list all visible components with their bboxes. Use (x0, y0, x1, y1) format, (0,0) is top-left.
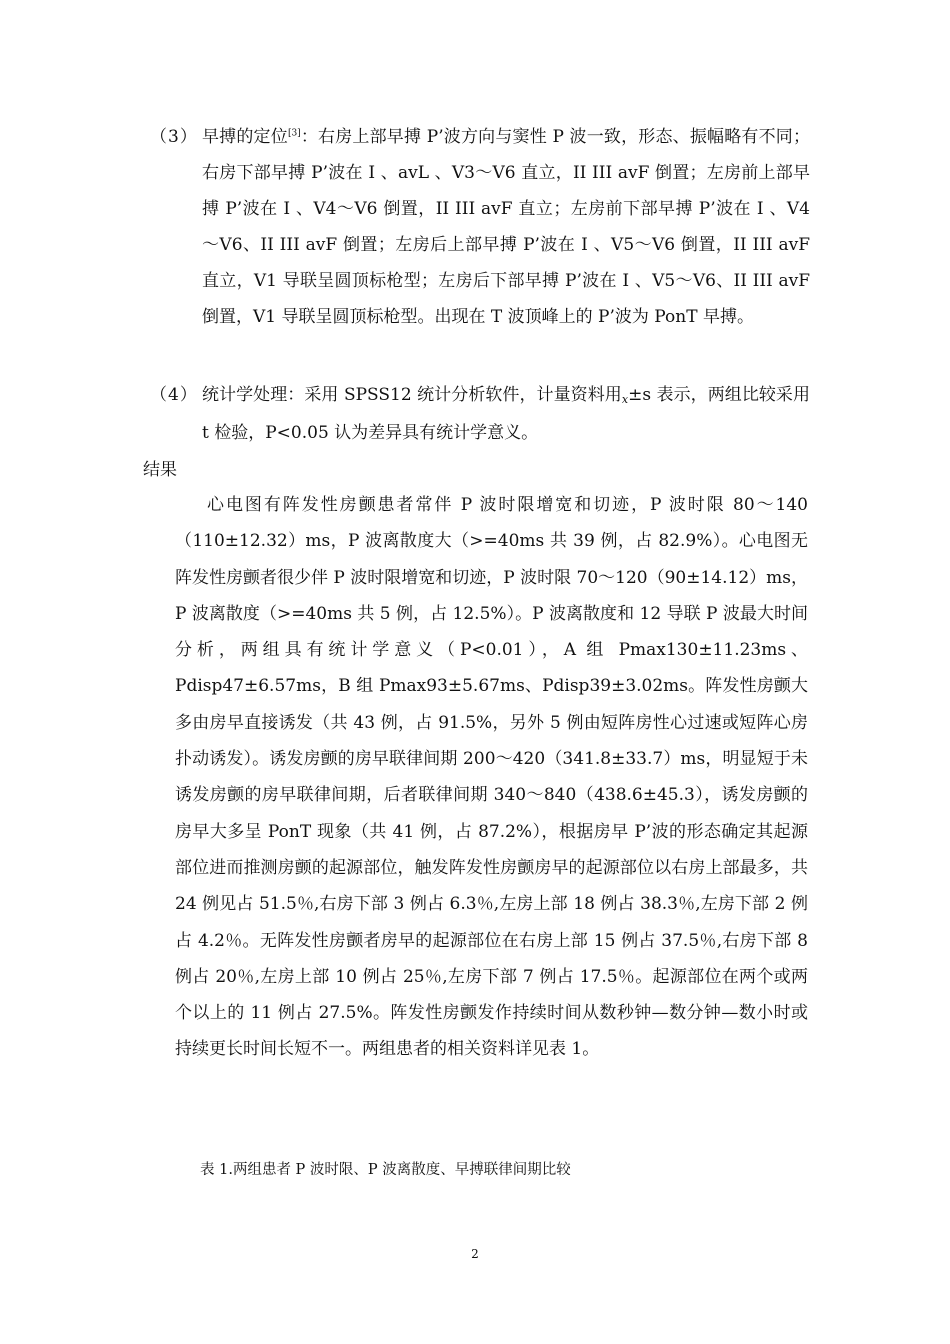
table-caption: 表 1.两组患者 P 波时限、P 波离散度、早搏联律间期比较 (200, 1162, 571, 1178)
item-text-part: ±s 表示，两组比较采用 t 检验，P<0.05 认为差异具有统计学意义。 (202, 385, 810, 443)
citation-superscript: [3] (287, 128, 301, 139)
list-item-number: （4） (150, 385, 198, 405)
results-paragraph: 心电图有阵发性房颤患者常伴 P 波时限增宽和切迹，P 波时限 80～140（110±12.32）ms，P 波离散度大（>=40ms 共 39 例，占 82.9%）。心电图无阵发性房颤者很少伴 P 波时限增宽和切迹，P 波时限 70～120（90±14.12）ms，P 波离散度（>=40ms 共 5 例，占 12.5%）。P 波离散度和 12 导联 P 波最大时间分析，两组具有统计学意义（P<0.01），A 组 Pmax130±11.23ms、Pdisp47±6.57ms，B 组 Pmax93±5.67ms、Pdisp39±3.02ms。阵发性房颤大多由房早直接诱发（共 43 例，占 91.5%，另外 5 例由短阵房性心过速或短阵心房扑动诱发）。诱发房颤的房早联律间期 200～420（341.8±33.7）ms，明显短于未诱发房颤的房早联律间期，后者联律间期 340～840（438.6±45.3），诱发房颤的房早大多呈 PonT 现象（共 41 例，占 87.2%），根据房早 P’波的形态确定其起源部位进而推测房颤的起源部位，触发阵发性房颤房早的起源部位以右房上部最多，共 24 例见占 51.5％,右房下部 3 例占 6.3％,左房上部 18 例占 38.3％,左房下部 2 例占 4.2％。无阵发性房颤者房早的起源部位在右房上部 15 例占 37.5％,右房下部 8 例占 20％,左房上部 10 例占 25％,左房下部 7 例占 17.5％。起源部位在两个或两个以上的 11 例占 27.5%。阵发性房颤发作持续时间从数秒钟—数分钟—数小时或持续更长时间长短不一。两组患者的相关资料详见表 1。 (175, 495, 808, 1060)
mean-symbol: x (621, 393, 629, 406)
item-text-part: 统计学处理：采用 SPSS12 统计分析软件，计量资料用 (202, 385, 622, 405)
list-item-number: （3） (150, 127, 198, 147)
item-text-part: 早搏的定位 (202, 127, 288, 147)
section-heading: 结果 (143, 460, 177, 480)
page-number: 2 (471, 1247, 479, 1261)
list-item-3 (150, 119, 810, 335)
item-text-part: ：右房上部早搏 P’波方向与窦性 P 波一致，形态、振幅略有不同；右房下部早搏 P’波在 I 、avL 、V3～V6 直立，II III avF 倒置；左房前上部早搏 P’波在 I 、V4～V6 倒置，II III avF 直立；左房前下部早搏 P’波在 I 、V4～V6、II III avF 倒置；左房后上部早搏 P’波在 I 、V5～V6 倒置，II III avF 直立，V1 导联呈圆顶标枪型；左房后下部早搏 P’波在 I 、V5～V6、II III avF 倒置，V1 导联呈圆顶标枪型。出现在 T 波顶峰上的 P’波为 PonT 早搏。 (202, 127, 810, 327)
list-item-text (202, 119, 810, 335)
list-item-4 (150, 377, 810, 451)
list-item-text (202, 377, 810, 451)
